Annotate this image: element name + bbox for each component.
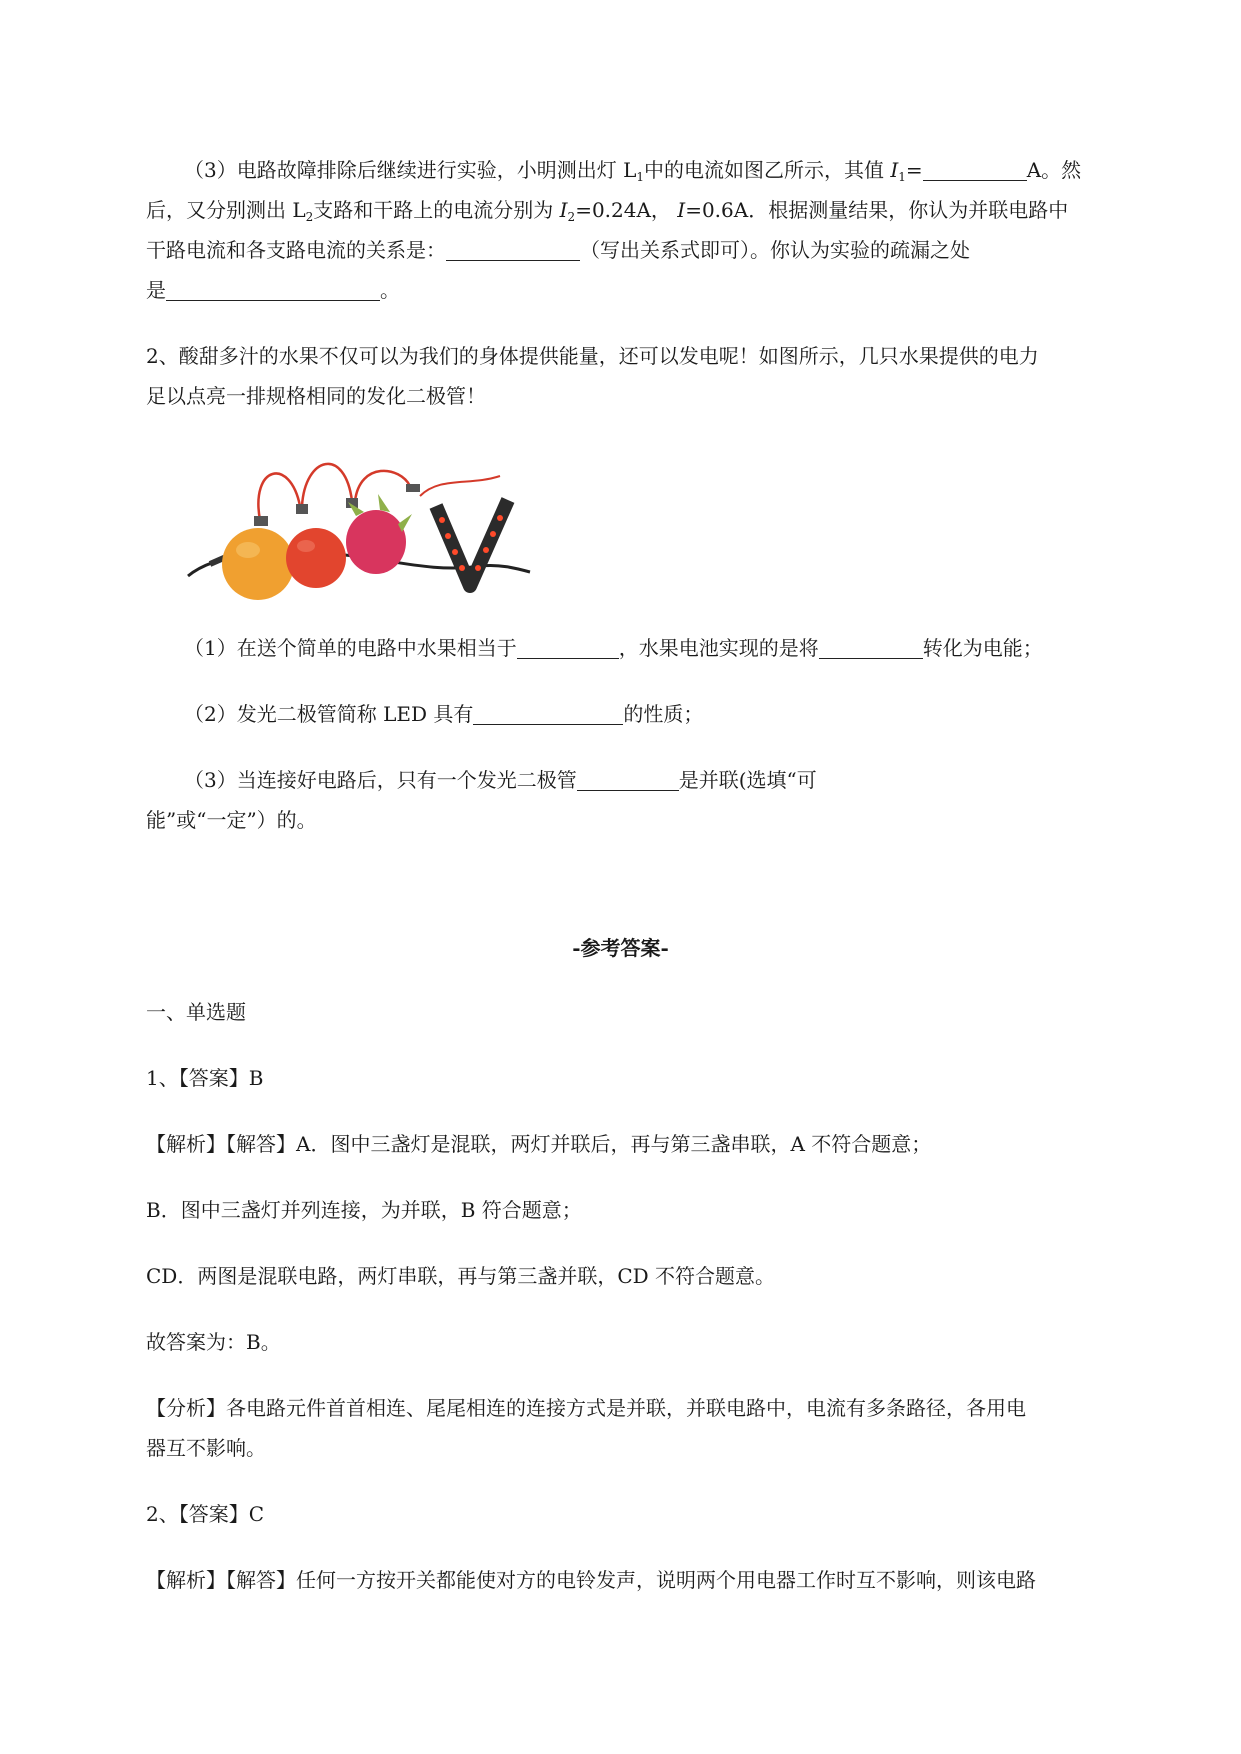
section-title: 一、单选题 xyxy=(146,1000,246,1024)
answer-blank[interactable] xyxy=(166,280,380,301)
answer-blank[interactable] xyxy=(923,160,1027,181)
answer-2: 2、【答案】C xyxy=(146,1502,265,1526)
answer-1-explain-4: 故答案为：B。 xyxy=(146,1330,281,1354)
q1-part3-line3: 干路电流和各支路电流的关系是： （写出关系式即可）。你认为实验的疏漏之处 xyxy=(146,238,970,262)
answer-1-analysis-1: 【分析】各电路元件首首相连、尾尾相连的连接方式是并联，并联电路中，电流有多条路径，各用电 xyxy=(146,1396,1026,1420)
answer-2-explain-1: 【解析】【解答】任何一方按开关都能使对方的电铃发声，说明两个用电器工作时互不影响，则该电路 xyxy=(146,1568,1036,1592)
q2-stem-line2: 足以点亮一排规格相同的发化二极管！ xyxy=(146,384,486,408)
answer-blank[interactable] xyxy=(517,638,619,659)
q2-part2: （2）发光二极管简称 LED 具有 的性质； xyxy=(184,702,704,726)
q2-part3-line2: 能”或“一定”）的。 xyxy=(146,808,317,832)
q2-part1: （1）在送个简单的电路中水果相当于 ，水果电池实现的是将 转化为电能； xyxy=(184,636,1043,660)
q2-stem-line1: 2、酸甜多汁的水果不仅可以为我们的身体提供能量，还可以发电呢！如图所示，几只水果提供的电力 xyxy=(146,344,1039,368)
q1-part3-line2: 后，又分别测出 $L_2$支路和干路上的电流分别为 $I_2=0.24A$， I=0.6A．根据测量结果，你认为并联电路中 xyxy=(146,198,1069,224)
answer-1-explain-2: B．图中三盏灯并列连接，为并联，B 符合题意； xyxy=(146,1198,582,1222)
q1-part3-line1: （3）电路故障排除后继续进行实验，小明测出灯 $L_1$中的电流如图乙所示，其值 $I_1= A$。然 xyxy=(184,158,1082,184)
answer-1-explain-1: 【解析】【解答】A．图中三盏灯是混联，两灯并联后，再与第三盏串联，A 不符合题意； xyxy=(146,1132,932,1156)
answer-blank[interactable] xyxy=(577,770,679,791)
answers-heading: -参考答案- xyxy=(572,936,669,960)
answer-blank[interactable] xyxy=(446,240,580,261)
answer-1: 1、【答案】B xyxy=(146,1066,264,1090)
answer-1-analysis-2: 器互不影响。 xyxy=(146,1436,266,1460)
fruit-battery-figure xyxy=(180,446,540,606)
q2-part3-line1: （3）当连接好电路后，只有一个发光二极管 是并联(选填“可 xyxy=(184,768,817,792)
answer-blank[interactable] xyxy=(819,638,923,659)
answer-1-explain-3: CD．两图是混联电路，两灯串联，再与第三盏并联，CD 不符合题意。 xyxy=(146,1264,776,1288)
q1-part3-line4: 是 。 xyxy=(146,278,400,302)
answer-blank[interactable] xyxy=(473,704,623,725)
